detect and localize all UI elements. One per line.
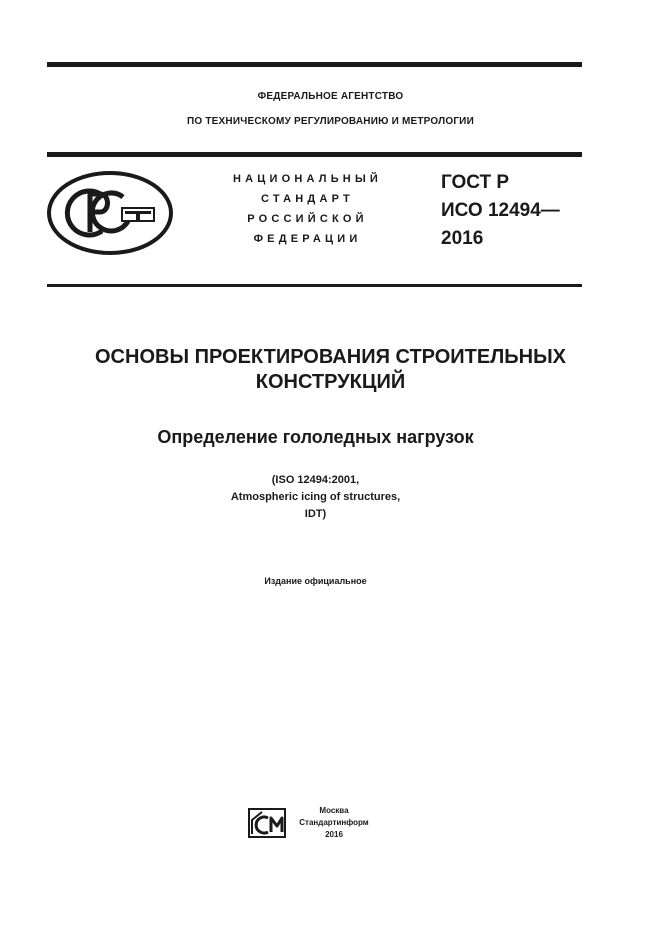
source-standard-line-2: Atmospheric icing of structures, <box>230 491 401 503</box>
standartinform-logo-icon <box>248 808 286 838</box>
document-title-line-2: КОНСТРУКЦИЙ <box>255 371 406 393</box>
standard-type-line-3: РОССИЙСКОЙ <box>247 213 368 225</box>
bottom-rule <box>47 284 582 287</box>
publisher-name: Стандартинформ <box>299 818 369 827</box>
publication-year: 2016 <box>325 830 343 839</box>
designation-line-2: ИСО 12494— <box>441 200 560 221</box>
document-title-line-1: ОСНОВЫ ПРОЕКТИРОВАНИЯ СТРОИТЕЛЬНЫХ <box>95 346 566 368</box>
standard-type-line-1: НАЦИОНАЛЬНЫЙ <box>232 173 383 185</box>
gost-r-certification-mark-icon <box>46 170 174 256</box>
designation-line-1: ГОСТ Р <box>441 172 510 193</box>
designation-line-3: 2016 <box>441 228 484 249</box>
agency-line-2: ПО ТЕХНИЧЕСКОМУ РЕГУЛИРОВАНИЮ И МЕТРОЛОГИИ <box>187 116 474 127</box>
publisher-city: Москва <box>319 806 349 815</box>
standard-type-line-2: СТАНДАРТ <box>261 193 354 205</box>
top-rule <box>47 62 582 67</box>
middle-rule <box>47 152 582 157</box>
edition-label: Издание официальное <box>264 576 367 586</box>
document-subtitle: Определение гололедных нагрузок <box>157 427 474 447</box>
agency-line-1: ФЕДЕРАЛЬНОЕ АГЕНТСТВО <box>257 91 404 102</box>
standard-type-line-4: ФЕДЕРАЦИИ <box>253 233 362 245</box>
source-standard-line-1: (ISO 12494:2001, <box>271 474 360 486</box>
source-standard-line-3: IDT) <box>304 508 327 520</box>
